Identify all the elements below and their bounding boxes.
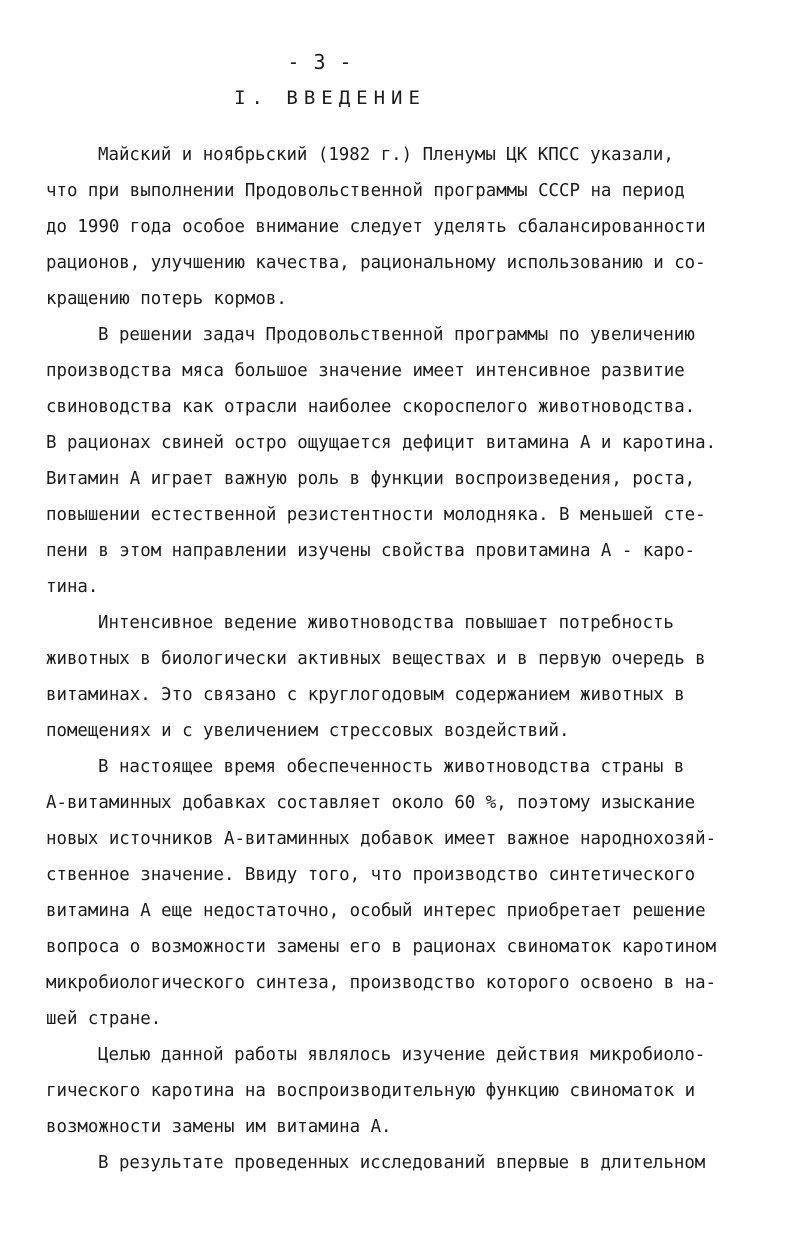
text-line: В рационах свиней остро ощущается дефицит витамина А и каротина. (46, 433, 717, 453)
paragraph-5 (46, 1037, 746, 1145)
text-line: ственное значение. Ввиду того, что производство синтетического (46, 865, 696, 885)
text-line: Витамин А играет важную роль в функции воспроизведения, роста, (46, 469, 696, 489)
text-line: гического каротина на воспроизводительную функцию свиноматок и (46, 1081, 696, 1101)
text-line: В решении задач Продовольственной программы по увеличению (98, 325, 695, 345)
body-text (46, 137, 746, 1181)
text-line: что при выполнении Продовольственной программы СССР на период (46, 181, 685, 201)
text-line: возможности замены им витамина А. (46, 1117, 392, 1137)
text-line: повышении естественной резистентности молодняка. В меньшей сте- (46, 505, 706, 525)
text-line: витамина А еще недостаточно, особый интерес приобретает решение (46, 901, 706, 921)
text-line: помещениях и с увеличением стрессовых воздействий. (46, 721, 570, 741)
text-line: В настоящее время обеспеченность животноводства страны в (98, 757, 685, 777)
text-line: новых источников А-витаминных добавок имеет важное народнохозяй- (46, 829, 717, 849)
text-line: Майский и ноябрьский (1982 г.) Пленумы ЦК КПСС указали, (98, 145, 674, 165)
paragraph-3 (46, 605, 746, 749)
text-line: животных в биологически активных веществах и в первую очередь в (46, 649, 706, 669)
text-line: рационов, улучшению качества, рациональному использованию и со- (46, 253, 706, 273)
text-line: В результате проведенных исследований впервые в длительном (98, 1153, 706, 1173)
text-line: витаминах. Это связано с круглогодовым содержанием животных в (46, 685, 685, 705)
text-line: шей стране. (46, 1009, 162, 1029)
page-number: - 3 - (287, 50, 353, 74)
text-line: вопроса о возможности замены его в рационах свиноматок каротином (46, 937, 717, 957)
text-line: свиноводства как отрасли наиболее скороспелого животноводства. (46, 397, 696, 417)
text-line: Целью данной работы являлось изучение действия микробиоло- (98, 1045, 706, 1065)
paragraph-1 (46, 137, 746, 317)
paragraph-4 (46, 749, 746, 1037)
text-line: микробиологического синтеза, производство которого освоено в на- (46, 973, 717, 993)
paragraph-2 (46, 317, 746, 605)
text-line: до 1990 года особое внимание следует уделять сбалансированности (46, 217, 706, 237)
text-line: тина. (46, 577, 99, 597)
text-line: производства мяса большое значение имеет интенсивное развитие (46, 361, 685, 381)
paragraph-6 (46, 1145, 746, 1181)
section-heading: I. ВВЕДЕНИЕ (234, 87, 426, 109)
text-line: Интенсивное ведение животноводства повышает потребность (98, 613, 674, 633)
text-line: А-витаминных добавках составляет около 60 %, поэтому изыскание (46, 793, 696, 813)
text-line: пени в этом направлении изучены свойства провитамина А - каро- (46, 541, 696, 561)
text-line: кращению потерь кормов. (46, 289, 287, 309)
